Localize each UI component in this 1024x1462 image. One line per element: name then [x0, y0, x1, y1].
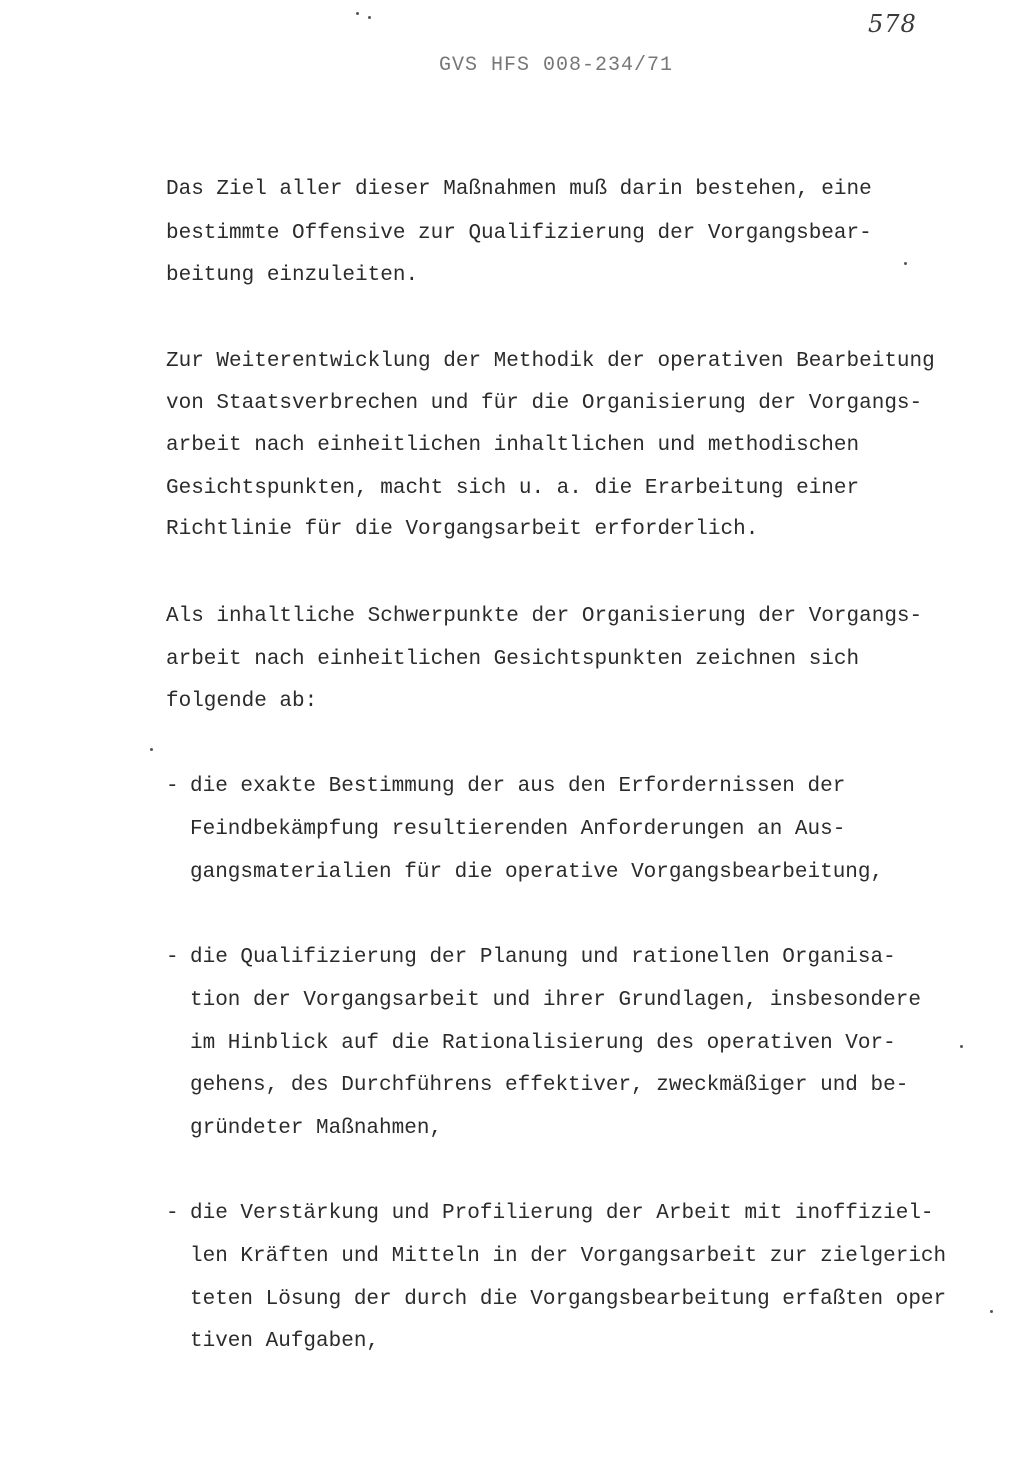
- scan-speck: [990, 1310, 993, 1313]
- scan-speck: [356, 12, 359, 15]
- text-line: beitung einzuleiten.: [166, 264, 419, 287]
- text-line: len Kräften und Mitteln in der Vorgangsarbeit zur zielgerich: [190, 1245, 947, 1268]
- text-line: die Verstärkung und Profilierung der Arbeit mit inoffiziel-: [190, 1202, 934, 1225]
- text-line: bestimmte Offensive zur Qualifizierung der Vorgangsbear-: [166, 222, 872, 245]
- bullet-dash: -: [166, 775, 179, 798]
- text-line: folgende ab:: [166, 690, 318, 713]
- text-line: teten Lösung der durch die Vorgangsbearbeitung erfaßten oper: [190, 1288, 947, 1311]
- scan-speck: [368, 16, 371, 19]
- scan-speck: [150, 748, 153, 751]
- text-line: arbeit nach einheitlichen Gesichtspunkten zeichnen sich: [166, 648, 860, 671]
- scan-speck: [960, 1045, 963, 1048]
- text-line: Feindbekämpfung resultierenden Anforderungen an Aus-: [190, 818, 846, 841]
- text-line: die Qualifizierung der Planung und rationellen Organisa-: [190, 946, 896, 969]
- document-reference-header: GVS HFS 008-234/71: [438, 54, 674, 77]
- text-line: die exakte Bestimmung der aus den Erfordernissen der: [190, 775, 846, 798]
- text-line: Als inhaltliche Schwerpunkte der Organisierung der Vorgangs-: [166, 605, 923, 628]
- text-line: gründeter Maßnahmen,: [190, 1117, 443, 1140]
- text-line: Gesichtspunkten, macht sich u. a. die Erarbeitung einer: [166, 477, 860, 500]
- text-line: tion der Vorgangsarbeit und ihrer Grundlagen, insbesondere: [190, 989, 921, 1012]
- text-line: tiven Aufgaben,: [190, 1330, 380, 1353]
- text-line: gangsmaterialien für die operative Vorgangsbearbeitung,: [190, 861, 884, 884]
- scan-speck: [904, 262, 907, 265]
- bullet-dash: -: [166, 946, 179, 969]
- page-number: 578: [868, 10, 917, 38]
- text-line: Zur Weiterentwicklung der Methodik der operativen Bearbeitung: [166, 350, 935, 373]
- text-line: im Hinblick auf die Rationalisierung des operativen Vor-: [190, 1032, 896, 1055]
- text-line: gehens, des Durchführens effektiver, zweckmäßiger und be-: [190, 1074, 909, 1097]
- text-line: von Staatsverbrechen und für die Organisierung der Vorgangs-: [166, 392, 923, 415]
- bullet-dash: -: [166, 1202, 179, 1225]
- text-line: arbeit nach einheitlichen inhaltlichen und methodischen: [166, 434, 860, 457]
- text-line: Richtlinie für die Vorgangsarbeit erforderlich.: [166, 518, 759, 541]
- text-line: Das Ziel aller dieser Maßnahmen muß darin bestehen, eine: [166, 178, 872, 201]
